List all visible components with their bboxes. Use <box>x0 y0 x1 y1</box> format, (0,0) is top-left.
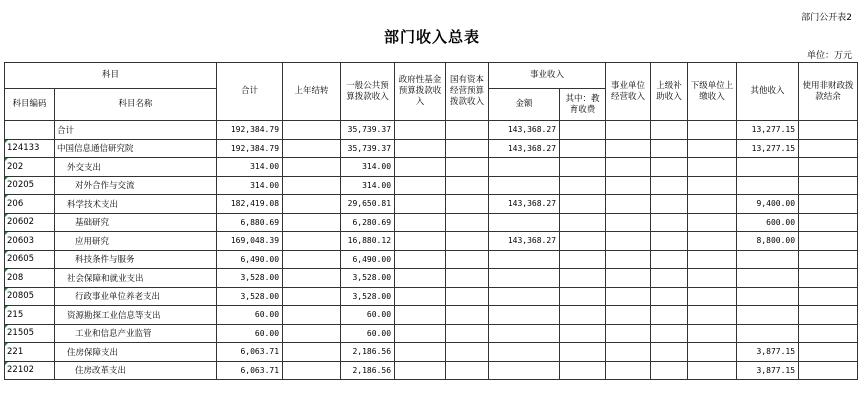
cell-state <box>446 287 489 306</box>
cell-amount <box>489 158 560 177</box>
cell-unitbiz <box>606 213 651 232</box>
cell-code: 208 <box>5 269 55 288</box>
cell-sub <box>688 121 737 140</box>
cell-code: 20603 <box>5 232 55 251</box>
cell-general: 60.00 <box>341 306 395 325</box>
cell-sub <box>688 306 737 325</box>
cell-unitbiz <box>606 269 651 288</box>
header-carryover: 上年结转 <box>283 63 341 121</box>
cell-code: 20602 <box>5 213 55 232</box>
cell-amount <box>489 269 560 288</box>
table-row <box>5 121 858 140</box>
cell-edu <box>560 121 606 140</box>
cell-carry <box>283 195 341 214</box>
cell-other <box>737 250 799 269</box>
table-row <box>5 361 858 380</box>
cell-carry <box>283 139 341 158</box>
cell-name: 住房保障支出 <box>55 343 217 362</box>
cell-name: 资源勘探工业信息等支出 <box>55 306 217 325</box>
cell-total: 182,419.08 <box>217 195 283 214</box>
cell-nonfiscal <box>799 232 858 251</box>
cell-state <box>446 213 489 232</box>
cell-sub <box>688 139 737 158</box>
cell-edu <box>560 306 606 325</box>
cell-code: 124133 <box>5 139 55 158</box>
cell-other <box>737 158 799 177</box>
cell-amount <box>489 343 560 362</box>
header-general-budget: 一般公共预算拨款收入 <box>341 63 395 121</box>
cell-unitbiz <box>606 232 651 251</box>
cell-total: 3,528.00 <box>217 287 283 306</box>
cell-carry <box>283 158 341 177</box>
cell-unitbiz <box>606 287 651 306</box>
cell-code: 22102 <box>5 361 55 380</box>
cell-amount <box>489 361 560 380</box>
header-state-capital: 国有资本经营预算拨款收入 <box>446 63 489 121</box>
header-subordinate-turnover: 下级单位上缴收入 <box>688 63 737 121</box>
cell-unitbiz <box>606 361 651 380</box>
cell-state <box>446 343 489 362</box>
cell-general: 314.00 <box>341 158 395 177</box>
cell-unitbiz <box>606 121 651 140</box>
cell-name: 社会保障和就业支出 <box>55 269 217 288</box>
cell-edu <box>560 195 606 214</box>
cell-total: 6,490.00 <box>217 250 283 269</box>
cell-general: 6,490.00 <box>341 250 395 269</box>
cell-carry <box>283 176 341 195</box>
cell-other: 13,277.15 <box>737 139 799 158</box>
cell-sup <box>651 361 688 380</box>
cell-general: 2,186.56 <box>341 343 395 362</box>
cell-nonfiscal <box>799 213 858 232</box>
cell-carry <box>283 269 341 288</box>
cell-state <box>446 324 489 343</box>
header-edu-fee: 其中：教育收费 <box>560 89 606 121</box>
table-row <box>5 139 858 158</box>
cell-total: 6,063.71 <box>217 343 283 362</box>
cell-sub <box>688 361 737 380</box>
cell-name: 基础研究 <box>55 213 217 232</box>
table-row <box>5 287 858 306</box>
cell-sub <box>688 269 737 288</box>
cell-state <box>446 306 489 325</box>
cell-general: 2,186.56 <box>341 361 395 380</box>
cell-general: 314.00 <box>341 176 395 195</box>
cell-nonfiscal <box>799 176 858 195</box>
cell-code: 20205 <box>5 176 55 195</box>
cell-sup <box>651 158 688 177</box>
cell-total: 192,384.79 <box>217 121 283 140</box>
cell-state <box>446 195 489 214</box>
cell-nonfiscal <box>799 324 858 343</box>
cell-gov <box>395 195 446 214</box>
cell-state <box>446 121 489 140</box>
cell-carry <box>283 287 341 306</box>
cell-state <box>446 361 489 380</box>
cell-unitbiz <box>606 343 651 362</box>
cell-gov <box>395 324 446 343</box>
cell-total: 3,528.00 <box>217 269 283 288</box>
cell-sup <box>651 213 688 232</box>
cell-other <box>737 269 799 288</box>
cell-nonfiscal <box>799 287 858 306</box>
cell-unitbiz <box>606 176 651 195</box>
table-row <box>5 158 858 177</box>
cell-sub <box>688 158 737 177</box>
cell-code: 215 <box>5 306 55 325</box>
table-row <box>5 250 858 269</box>
cell-sup <box>651 195 688 214</box>
cell-edu <box>560 232 606 251</box>
header-code: 科目编码 <box>5 89 55 121</box>
cell-state <box>446 232 489 251</box>
cell-sub <box>688 232 737 251</box>
cell-sup <box>651 306 688 325</box>
cell-state <box>446 250 489 269</box>
cell-nonfiscal <box>799 250 858 269</box>
cell-name: 行政事业单位养老支出 <box>55 287 217 306</box>
cell-nonfiscal <box>799 269 858 288</box>
cell-other: 600.00 <box>737 213 799 232</box>
income-summary-table <box>4 62 858 380</box>
cell-gov <box>395 213 446 232</box>
cell-edu <box>560 139 606 158</box>
cell-name: 科学技术支出 <box>55 195 217 214</box>
cell-amount: 143,368.27 <box>489 121 560 140</box>
cell-amount: 143,368.27 <box>489 195 560 214</box>
cell-total: 314.00 <box>217 158 283 177</box>
cell-code: 221 <box>5 343 55 362</box>
cell-gov <box>395 250 446 269</box>
cell-edu <box>560 250 606 269</box>
document-id: 部门公开表2 <box>801 13 852 23</box>
cell-unitbiz <box>606 195 651 214</box>
cell-nonfiscal <box>799 343 858 362</box>
page-title: 部门收入总表 <box>383 28 480 46</box>
cell-nonfiscal <box>799 195 858 214</box>
header-subject: 科目 <box>5 63 217 89</box>
cell-other <box>737 287 799 306</box>
cell-amount: 143,368.27 <box>489 139 560 158</box>
header-business-income: 事业收入 <box>489 63 606 89</box>
cell-total: 60.00 <box>217 324 283 343</box>
cell-nonfiscal <box>799 139 858 158</box>
header-amount: 金额 <box>489 89 560 121</box>
cell-unitbiz <box>606 324 651 343</box>
cell-edu <box>560 176 606 195</box>
cell-state <box>446 139 489 158</box>
cell-sub <box>688 213 737 232</box>
cell-code <box>5 121 55 140</box>
cell-unitbiz <box>606 158 651 177</box>
header-gov-fund: 政府性基金预算拨款收入 <box>395 63 446 121</box>
table-row <box>5 343 858 362</box>
cell-edu <box>560 158 606 177</box>
cell-amount <box>489 213 560 232</box>
cell-other: 3,877.15 <box>737 343 799 362</box>
cell-edu <box>560 269 606 288</box>
cell-code: 21505 <box>5 324 55 343</box>
cell-sup <box>651 343 688 362</box>
cell-other: 9,400.00 <box>737 195 799 214</box>
cell-amount: 143,368.27 <box>489 232 560 251</box>
cell-carry <box>283 324 341 343</box>
cell-other <box>737 306 799 325</box>
table-row <box>5 195 858 214</box>
table-row <box>5 324 858 343</box>
cell-other: 8,800.00 <box>737 232 799 251</box>
cell-gov <box>395 121 446 140</box>
cell-carry <box>283 250 341 269</box>
cell-name: 外交支出 <box>55 158 217 177</box>
cell-other: 13,277.15 <box>737 121 799 140</box>
cell-gov <box>395 269 446 288</box>
cell-general: 16,880.12 <box>341 232 395 251</box>
cell-sub <box>688 324 737 343</box>
cell-gov <box>395 232 446 251</box>
cell-nonfiscal <box>799 361 858 380</box>
table-row <box>5 213 858 232</box>
cell-gov <box>395 158 446 177</box>
cell-general: 3,528.00 <box>341 287 395 306</box>
table-row <box>5 232 858 251</box>
cell-gov <box>395 287 446 306</box>
cell-carry <box>283 306 341 325</box>
cell-name: 应用研究 <box>55 232 217 251</box>
cell-edu <box>560 343 606 362</box>
cell-sup <box>651 139 688 158</box>
cell-sub <box>688 287 737 306</box>
cell-sub <box>688 343 737 362</box>
cell-state <box>446 176 489 195</box>
cell-other <box>737 176 799 195</box>
cell-code: 206 <box>5 195 55 214</box>
cell-sup <box>651 269 688 288</box>
cell-amount <box>489 287 560 306</box>
cell-gov <box>395 176 446 195</box>
cell-sub <box>688 195 737 214</box>
cell-gov <box>395 361 446 380</box>
cell-other: 3,877.15 <box>737 361 799 380</box>
table-row <box>5 269 858 288</box>
header-other-income: 其他收入 <box>737 63 799 121</box>
cell-unitbiz <box>606 306 651 325</box>
cell-general: 29,650.81 <box>341 195 395 214</box>
cell-state <box>446 269 489 288</box>
cell-edu <box>560 361 606 380</box>
cell-gov <box>395 306 446 325</box>
cell-total: 169,048.39 <box>217 232 283 251</box>
cell-unitbiz <box>606 250 651 269</box>
header-name: 科目名称 <box>55 89 217 121</box>
cell-code: 20605 <box>5 250 55 269</box>
cell-carry <box>283 361 341 380</box>
cell-name: 合计 <box>55 121 217 140</box>
cell-edu <box>560 213 606 232</box>
header-superior-subsidy: 上级补助收入 <box>651 63 688 121</box>
cell-amount <box>489 250 560 269</box>
cell-carry <box>283 343 341 362</box>
header-non-fiscal-balance: 使用非财政拨款结余 <box>799 63 858 121</box>
cell-total: 6,063.71 <box>217 361 283 380</box>
cell-sub <box>688 176 737 195</box>
cell-sup <box>651 287 688 306</box>
header-unit-business: 事业单位经营收入 <box>606 63 651 121</box>
cell-name: 科技条件与服务 <box>55 250 217 269</box>
cell-sup <box>651 324 688 343</box>
cell-name: 工业和信息产业监管 <box>55 324 217 343</box>
cell-total: 60.00 <box>217 306 283 325</box>
cell-nonfiscal <box>799 306 858 325</box>
cell-carry <box>283 213 341 232</box>
cell-general: 3,528.00 <box>341 269 395 288</box>
cell-total: 6,880.69 <box>217 213 283 232</box>
cell-name: 住房改革支出 <box>55 361 217 380</box>
cell-sup <box>651 250 688 269</box>
cell-carry <box>283 121 341 140</box>
cell-general: 6,280.69 <box>341 213 395 232</box>
cell-nonfiscal <box>799 158 858 177</box>
cell-sub <box>688 250 737 269</box>
unit-label: 单位：万元 <box>806 51 852 61</box>
cell-name: 中国信息通信研究院 <box>55 139 217 158</box>
cell-edu <box>560 324 606 343</box>
cell-nonfiscal <box>799 121 858 140</box>
cell-state <box>446 158 489 177</box>
cell-code: 202 <box>5 158 55 177</box>
cell-total: 314.00 <box>217 176 283 195</box>
cell-amount <box>489 306 560 325</box>
cell-sup <box>651 121 688 140</box>
cell-amount <box>489 324 560 343</box>
table-row <box>5 176 858 195</box>
cell-gov <box>395 343 446 362</box>
table-row <box>5 306 858 325</box>
cell-general: 35,739.37 <box>341 121 395 140</box>
header-total: 合计 <box>217 63 283 121</box>
cell-edu <box>560 287 606 306</box>
cell-name: 对外合作与交流 <box>55 176 217 195</box>
cell-amount <box>489 176 560 195</box>
cell-other <box>737 324 799 343</box>
cell-sup <box>651 176 688 195</box>
cell-gov <box>395 139 446 158</box>
cell-total: 192,384.79 <box>217 139 283 158</box>
cell-general: 35,739.37 <box>341 139 395 158</box>
cell-carry <box>283 232 341 251</box>
cell-code: 20805 <box>5 287 55 306</box>
cell-sup <box>651 232 688 251</box>
cell-unitbiz <box>606 139 651 158</box>
cell-general: 60.00 <box>341 324 395 343</box>
